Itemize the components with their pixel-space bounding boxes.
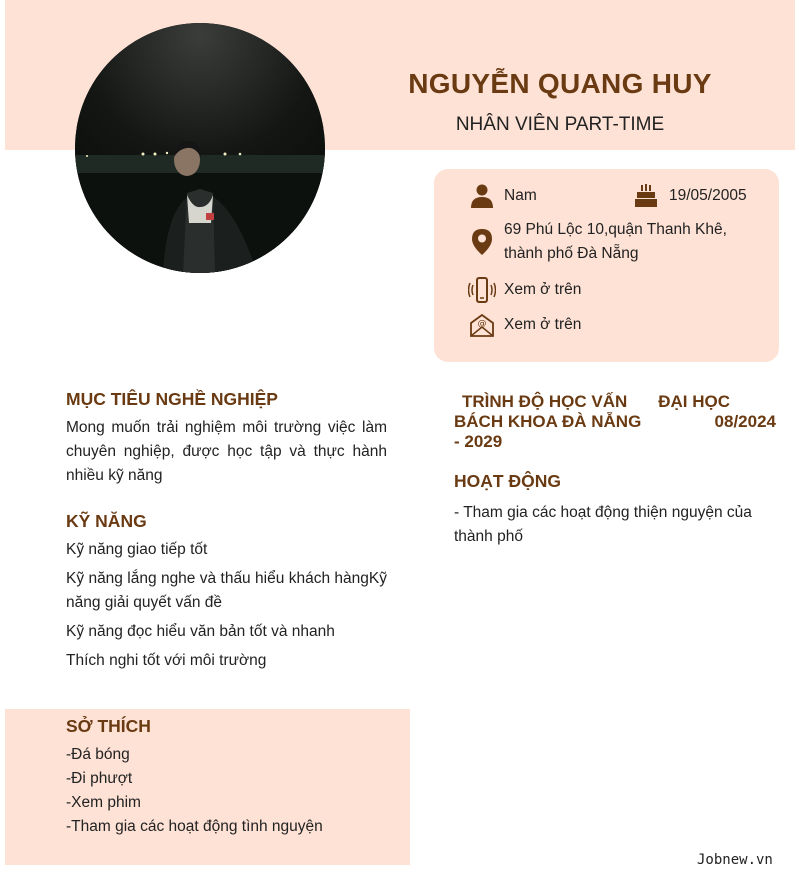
skill-item: Thích nghi tốt với môi trường [66, 652, 267, 669]
education-title: TRÌNH ĐỘ HỌC VẤN [462, 392, 628, 411]
phone-row [468, 276, 581, 304]
hobby-item: -Xem phim [66, 794, 141, 811]
education-block [454, 392, 776, 452]
hobby-item: -Đi phượt [66, 770, 133, 787]
birthday-cake-icon [632, 182, 660, 210]
skill-item: Kỹ năng giao tiếp tốt [66, 541, 208, 558]
email-envelope-icon [468, 311, 496, 339]
skill-item: Kỹ năng lắng nghe và thấu hiểu khách hàngKỹ năng giải quyết vấn đề [66, 570, 387, 611]
hobby-item: -Tham gia các hoạt động tình nguyện [66, 818, 323, 835]
email-row [468, 311, 581, 339]
skill-item: Kỹ năng đọc hiểu văn bản tốt và nhanh [66, 623, 335, 640]
education-end: - 2029 [454, 432, 503, 451]
objective-text: Mong muốn trải nghiệm môi trường việc làm chuyên nghiệp, được học tập và thực hành nhiều kỹ năng [66, 419, 387, 484]
address-row [468, 218, 727, 266]
gender-value: Nam [504, 187, 537, 204]
hobby-item: -Đá bóng [66, 746, 130, 763]
location-pin-icon [468, 228, 496, 256]
skills-title: KỸ NĂNG [66, 511, 147, 531]
hobbies-title: SỞ THÍCH [66, 716, 151, 736]
address-line-2: thành phố Đà Nẵng [504, 245, 639, 262]
phone-icon [468, 276, 496, 304]
job-title: NHÂN VIÊN PART-TIME [455, 114, 665, 135]
email-value: Xem ở trên [504, 316, 582, 333]
info-card [434, 169, 779, 362]
candidate-name: NGUYỄN QUANG HUY [408, 68, 712, 99]
objective-title: MỤC TIÊU NGHỀ NGHIỆP [66, 389, 278, 409]
person-icon [468, 182, 496, 210]
svg-text:@: @ [477, 319, 487, 329]
jobnew-watermark: Jobnew.vn [697, 852, 773, 868]
education-degree: ĐẠI HỌC [658, 392, 730, 411]
phone-value: Xem ở trên [504, 281, 582, 298]
birthday-value: 19/05/2005 [669, 187, 747, 204]
profile-photo [75, 23, 325, 273]
birthday-row [632, 182, 747, 210]
activities-text: - Tham gia các hoạt động thiện nguyện của thành phố [454, 504, 752, 545]
education-start: 08/2024 [714, 412, 776, 431]
activities-title: HOẠT ĐỘNG [454, 471, 561, 491]
education-school: BÁCH KHOA ĐÀ NẴNG [454, 412, 642, 431]
gender-row [468, 182, 537, 210]
address-line-1: 69 Phú Lộc 10,quận Thanh Khê, [504, 221, 727, 238]
